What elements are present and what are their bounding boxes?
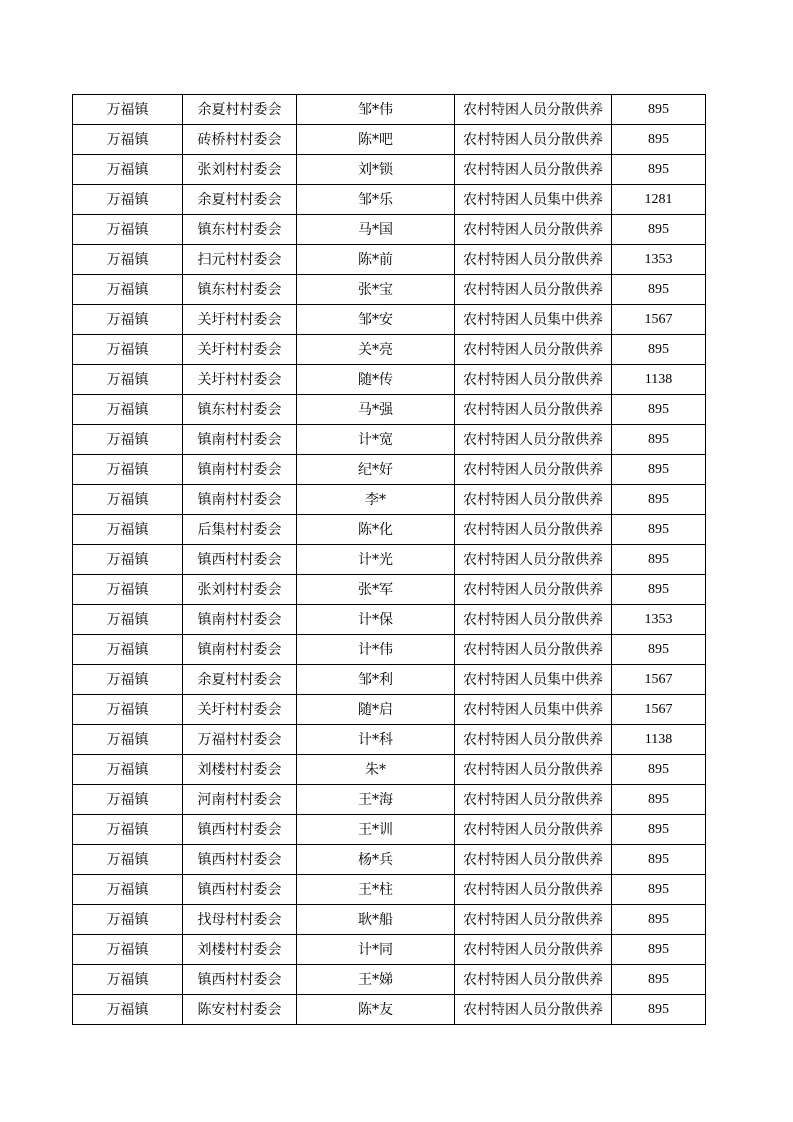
person-name-cell: 刘*锁 <box>297 155 455 185</box>
support-type-cell: 农村特困人员分散供养 <box>455 95 612 125</box>
town-cell: 万福镇 <box>73 995 183 1025</box>
village-committee-cell: 关圩村村委会 <box>183 335 297 365</box>
amount-cell: 895 <box>612 995 706 1025</box>
table-row <box>73 215 706 245</box>
amount-cell: 895 <box>612 275 706 305</box>
table-row <box>73 185 706 215</box>
town-cell: 万福镇 <box>73 335 183 365</box>
amount-cell: 895 <box>612 335 706 365</box>
table-row <box>73 905 706 935</box>
table-row <box>73 395 706 425</box>
amount-cell: 1138 <box>612 365 706 395</box>
village-committee-cell: 刘楼村村委会 <box>183 935 297 965</box>
town-cell: 万福镇 <box>73 695 183 725</box>
table-row <box>73 125 706 155</box>
person-name-cell: 计*保 <box>297 605 455 635</box>
person-name-cell: 马*国 <box>297 215 455 245</box>
person-name-cell: 马*强 <box>297 395 455 425</box>
town-cell: 万福镇 <box>73 515 183 545</box>
support-type-cell: 农村特困人员分散供养 <box>455 965 612 995</box>
person-name-cell: 邹*安 <box>297 305 455 335</box>
village-committee-cell: 镇南村村委会 <box>183 485 297 515</box>
person-name-cell: 朱* <box>297 755 455 785</box>
village-committee-cell: 镇南村村委会 <box>183 455 297 485</box>
person-name-cell: 张*军 <box>297 575 455 605</box>
support-type-cell: 农村特困人员分散供养 <box>455 245 612 275</box>
town-cell: 万福镇 <box>73 155 183 185</box>
village-committee-cell: 关圩村村委会 <box>183 365 297 395</box>
town-cell: 万福镇 <box>73 485 183 515</box>
support-type-cell: 农村特困人员分散供养 <box>455 605 612 635</box>
person-name-cell: 邹*利 <box>297 665 455 695</box>
town-cell: 万福镇 <box>73 935 183 965</box>
person-name-cell: 杨*兵 <box>297 845 455 875</box>
table-row <box>73 845 706 875</box>
person-name-cell: 计*科 <box>297 725 455 755</box>
town-cell: 万福镇 <box>73 395 183 425</box>
person-name-cell: 王*海 <box>297 785 455 815</box>
support-type-cell: 农村特困人员分散供养 <box>455 485 612 515</box>
person-name-cell: 王*娣 <box>297 965 455 995</box>
village-committee-cell: 镇南村村委会 <box>183 635 297 665</box>
person-name-cell: 陈*前 <box>297 245 455 275</box>
table-row <box>73 425 706 455</box>
person-name-cell: 王*训 <box>297 815 455 845</box>
village-committee-cell: 张刘村村委会 <box>183 155 297 185</box>
table-row <box>73 605 706 635</box>
support-type-cell: 农村特困人员分散供养 <box>455 635 612 665</box>
support-type-cell: 农村特困人员分散供养 <box>455 455 612 485</box>
amount-cell: 895 <box>612 875 706 905</box>
town-cell: 万福镇 <box>73 845 183 875</box>
table-row <box>73 335 706 365</box>
table-row <box>73 245 706 275</box>
support-type-cell: 农村特困人员集中供养 <box>455 665 612 695</box>
amount-cell: 895 <box>612 515 706 545</box>
person-name-cell: 计*宽 <box>297 425 455 455</box>
table-row <box>73 815 706 845</box>
support-type-cell: 农村特困人员集中供养 <box>455 695 612 725</box>
amount-cell: 1138 <box>612 725 706 755</box>
town-cell: 万福镇 <box>73 665 183 695</box>
person-name-cell: 随*启 <box>297 695 455 725</box>
beneficiary-table-body <box>73 95 706 1025</box>
table-row <box>73 725 706 755</box>
village-committee-cell: 余夏村村委会 <box>183 95 297 125</box>
support-type-cell: 农村特困人员分散供养 <box>455 395 612 425</box>
table-row <box>73 155 706 185</box>
town-cell: 万福镇 <box>73 275 183 305</box>
amount-cell: 895 <box>612 785 706 815</box>
person-name-cell: 关*亮 <box>297 335 455 365</box>
town-cell: 万福镇 <box>73 95 183 125</box>
support-type-cell: 农村特困人员分散供养 <box>455 725 612 755</box>
table-row <box>73 365 706 395</box>
amount-cell: 895 <box>612 935 706 965</box>
village-committee-cell: 陈安村村委会 <box>183 995 297 1025</box>
amount-cell: 895 <box>612 815 706 845</box>
amount-cell: 895 <box>612 755 706 785</box>
person-name-cell: 王*柱 <box>297 875 455 905</box>
town-cell: 万福镇 <box>73 245 183 275</box>
town-cell: 万福镇 <box>73 365 183 395</box>
village-committee-cell: 张刘村村委会 <box>183 575 297 605</box>
village-committee-cell: 镇南村村委会 <box>183 605 297 635</box>
village-committee-cell: 镇东村村委会 <box>183 215 297 245</box>
amount-cell: 895 <box>612 485 706 515</box>
person-name-cell: 随*传 <box>297 365 455 395</box>
village-committee-cell: 关圩村村委会 <box>183 695 297 725</box>
support-type-cell: 农村特困人员分散供养 <box>455 935 612 965</box>
support-type-cell: 农村特困人员分散供养 <box>455 425 612 455</box>
person-name-cell: 纪*好 <box>297 455 455 485</box>
village-committee-cell: 余夏村村委会 <box>183 185 297 215</box>
support-type-cell: 农村特困人员分散供养 <box>455 545 612 575</box>
town-cell: 万福镇 <box>73 965 183 995</box>
person-name-cell: 陈*吧 <box>297 125 455 155</box>
amount-cell: 895 <box>612 155 706 185</box>
support-type-cell: 农村特困人员分散供养 <box>455 125 612 155</box>
village-committee-cell: 镇东村村委会 <box>183 395 297 425</box>
village-committee-cell: 河南村村委会 <box>183 785 297 815</box>
support-type-cell: 农村特困人员分散供养 <box>455 575 612 605</box>
person-name-cell: 张*宝 <box>297 275 455 305</box>
town-cell: 万福镇 <box>73 575 183 605</box>
village-committee-cell: 找母村村委会 <box>183 905 297 935</box>
amount-cell: 895 <box>612 455 706 485</box>
town-cell: 万福镇 <box>73 305 183 335</box>
table-row <box>73 515 706 545</box>
table-row <box>73 455 706 485</box>
person-name-cell: 陈*友 <box>297 995 455 1025</box>
village-committee-cell: 后集村村委会 <box>183 515 297 545</box>
support-type-cell: 农村特困人员分散供养 <box>455 365 612 395</box>
village-committee-cell: 余夏村村委会 <box>183 665 297 695</box>
village-committee-cell: 关圩村村委会 <box>183 305 297 335</box>
village-committee-cell: 刘楼村村委会 <box>183 755 297 785</box>
town-cell: 万福镇 <box>73 905 183 935</box>
person-name-cell: 计*伟 <box>297 635 455 665</box>
amount-cell: 895 <box>612 905 706 935</box>
amount-cell: 1567 <box>612 305 706 335</box>
support-type-cell: 农村特困人员分散供养 <box>455 875 612 905</box>
town-cell: 万福镇 <box>73 725 183 755</box>
amount-cell: 895 <box>612 125 706 155</box>
amount-cell: 895 <box>612 965 706 995</box>
village-committee-cell: 镇西村村委会 <box>183 965 297 995</box>
person-name-cell: 李* <box>297 485 455 515</box>
town-cell: 万福镇 <box>73 785 183 815</box>
person-name-cell: 邹*乐 <box>297 185 455 215</box>
village-committee-cell: 镇东村村委会 <box>183 275 297 305</box>
support-type-cell: 农村特困人员分散供养 <box>455 335 612 365</box>
support-type-cell: 农村特困人员分散供养 <box>455 815 612 845</box>
person-name-cell: 邹*伟 <box>297 95 455 125</box>
support-type-cell: 农村特困人员分散供养 <box>455 995 612 1025</box>
table-row <box>73 965 706 995</box>
town-cell: 万福镇 <box>73 185 183 215</box>
table-row <box>73 95 706 125</box>
beneficiary-table <box>72 94 706 1025</box>
town-cell: 万福镇 <box>73 635 183 665</box>
village-committee-cell: 镇西村村委会 <box>183 845 297 875</box>
table-row <box>73 305 706 335</box>
support-type-cell: 农村特困人员分散供养 <box>455 215 612 245</box>
table-row <box>73 935 706 965</box>
town-cell: 万福镇 <box>73 125 183 155</box>
village-committee-cell: 镇南村村委会 <box>183 425 297 455</box>
support-type-cell: 农村特困人员分散供养 <box>455 755 612 785</box>
village-committee-cell: 扫元村村委会 <box>183 245 297 275</box>
table-row <box>73 275 706 305</box>
table-row <box>73 635 706 665</box>
table-row <box>73 695 706 725</box>
table-row <box>73 755 706 785</box>
amount-cell: 895 <box>612 545 706 575</box>
table-row <box>73 545 706 575</box>
support-type-cell: 农村特困人员分散供养 <box>455 845 612 875</box>
town-cell: 万福镇 <box>73 215 183 245</box>
support-type-cell: 农村特困人员分散供养 <box>455 515 612 545</box>
amount-cell: 895 <box>612 395 706 425</box>
support-type-cell: 农村特困人员分散供养 <box>455 155 612 185</box>
amount-cell: 1353 <box>612 605 706 635</box>
table-row <box>73 485 706 515</box>
amount-cell: 895 <box>612 215 706 245</box>
village-committee-cell: 镇西村村委会 <box>183 815 297 845</box>
amount-cell: 895 <box>612 95 706 125</box>
amount-cell: 1353 <box>612 245 706 275</box>
support-type-cell: 农村特困人员集中供养 <box>455 305 612 335</box>
amount-cell: 895 <box>612 845 706 875</box>
table-row <box>73 875 706 905</box>
village-committee-cell: 镇西村村委会 <box>183 545 297 575</box>
amount-cell: 895 <box>612 575 706 605</box>
town-cell: 万福镇 <box>73 815 183 845</box>
person-name-cell: 计*光 <box>297 545 455 575</box>
town-cell: 万福镇 <box>73 755 183 785</box>
table-row <box>73 785 706 815</box>
town-cell: 万福镇 <box>73 455 183 485</box>
town-cell: 万福镇 <box>73 605 183 635</box>
amount-cell: 1567 <box>612 695 706 725</box>
village-committee-cell: 万福村村委会 <box>183 725 297 755</box>
village-committee-cell: 砖桥村村委会 <box>183 125 297 155</box>
person-name-cell: 陈*化 <box>297 515 455 545</box>
town-cell: 万福镇 <box>73 875 183 905</box>
support-type-cell: 农村特困人员分散供养 <box>455 275 612 305</box>
amount-cell: 895 <box>612 425 706 455</box>
support-type-cell: 农村特困人员集中供养 <box>455 185 612 215</box>
person-name-cell: 计*同 <box>297 935 455 965</box>
table-row <box>73 575 706 605</box>
village-committee-cell: 镇西村村委会 <box>183 875 297 905</box>
person-name-cell: 耿*船 <box>297 905 455 935</box>
town-cell: 万福镇 <box>73 425 183 455</box>
table-row <box>73 665 706 695</box>
table-row <box>73 995 706 1025</box>
amount-cell: 1567 <box>612 665 706 695</box>
support-type-cell: 农村特困人员分散供养 <box>455 785 612 815</box>
support-type-cell: 农村特困人员分散供养 <box>455 905 612 935</box>
amount-cell: 895 <box>612 635 706 665</box>
town-cell: 万福镇 <box>73 545 183 575</box>
amount-cell: 1281 <box>612 185 706 215</box>
